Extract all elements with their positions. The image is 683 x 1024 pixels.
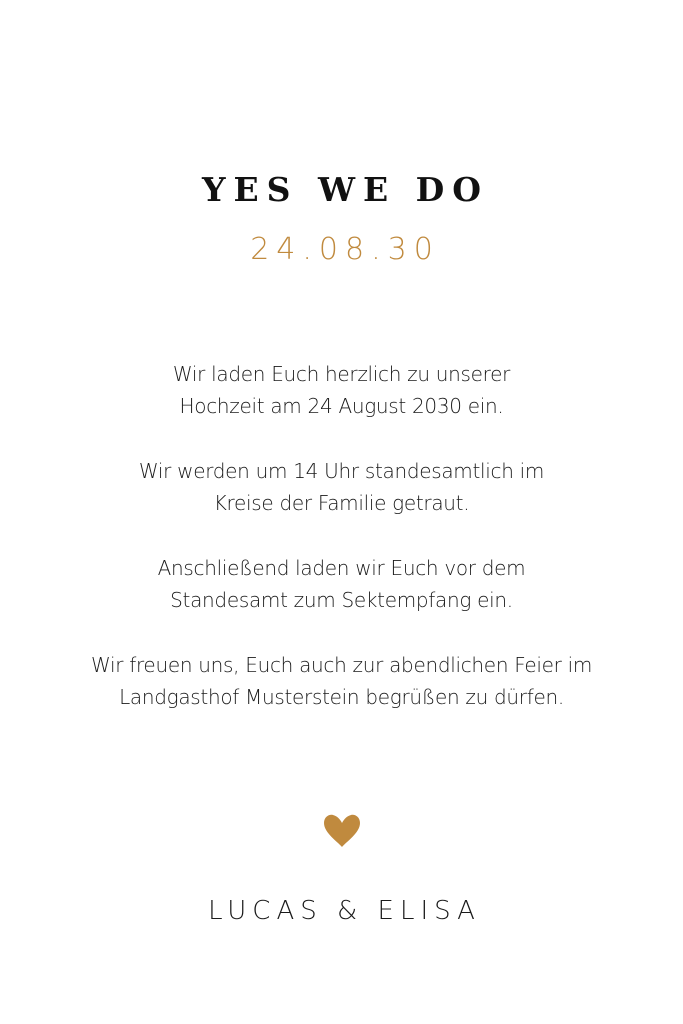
paragraph-reception bbox=[60, 552, 623, 616]
couple-names: LUCAS & ELISA bbox=[208, 896, 481, 926]
wedding-date: 24.08.30 bbox=[250, 232, 440, 267]
paragraph-invitation bbox=[60, 358, 623, 422]
paragraph-line: Landgasthof Musterstein begrüßen zu dürfen. bbox=[119, 685, 564, 709]
paragraph-line: Hochzeit am 24 August 2030 ein. bbox=[179, 394, 504, 418]
heart-shape bbox=[324, 815, 360, 847]
title-heading: YES WE DO bbox=[201, 170, 490, 209]
paragraph-line: Wir laden Euch herzlich zu unserer bbox=[172, 362, 511, 386]
invitation-text bbox=[60, 358, 623, 746]
paragraph-line: Anschließend laden wir Euch vor dem bbox=[157, 556, 526, 580]
paragraph-line: Standesamt zum Sektempfang ein. bbox=[170, 588, 513, 612]
paragraph-line: Kreise der Familie getraut. bbox=[213, 491, 470, 515]
paragraph-celebration bbox=[60, 649, 623, 713]
paragraph-line: Wir freuen uns, Euch auch zur abendlichen Feier im bbox=[90, 653, 593, 677]
paragraph-ceremony bbox=[60, 455, 623, 519]
heart-icon bbox=[322, 813, 362, 849]
paragraph-line: Wir werden um 14 Uhr standesamtlich im bbox=[138, 459, 545, 483]
